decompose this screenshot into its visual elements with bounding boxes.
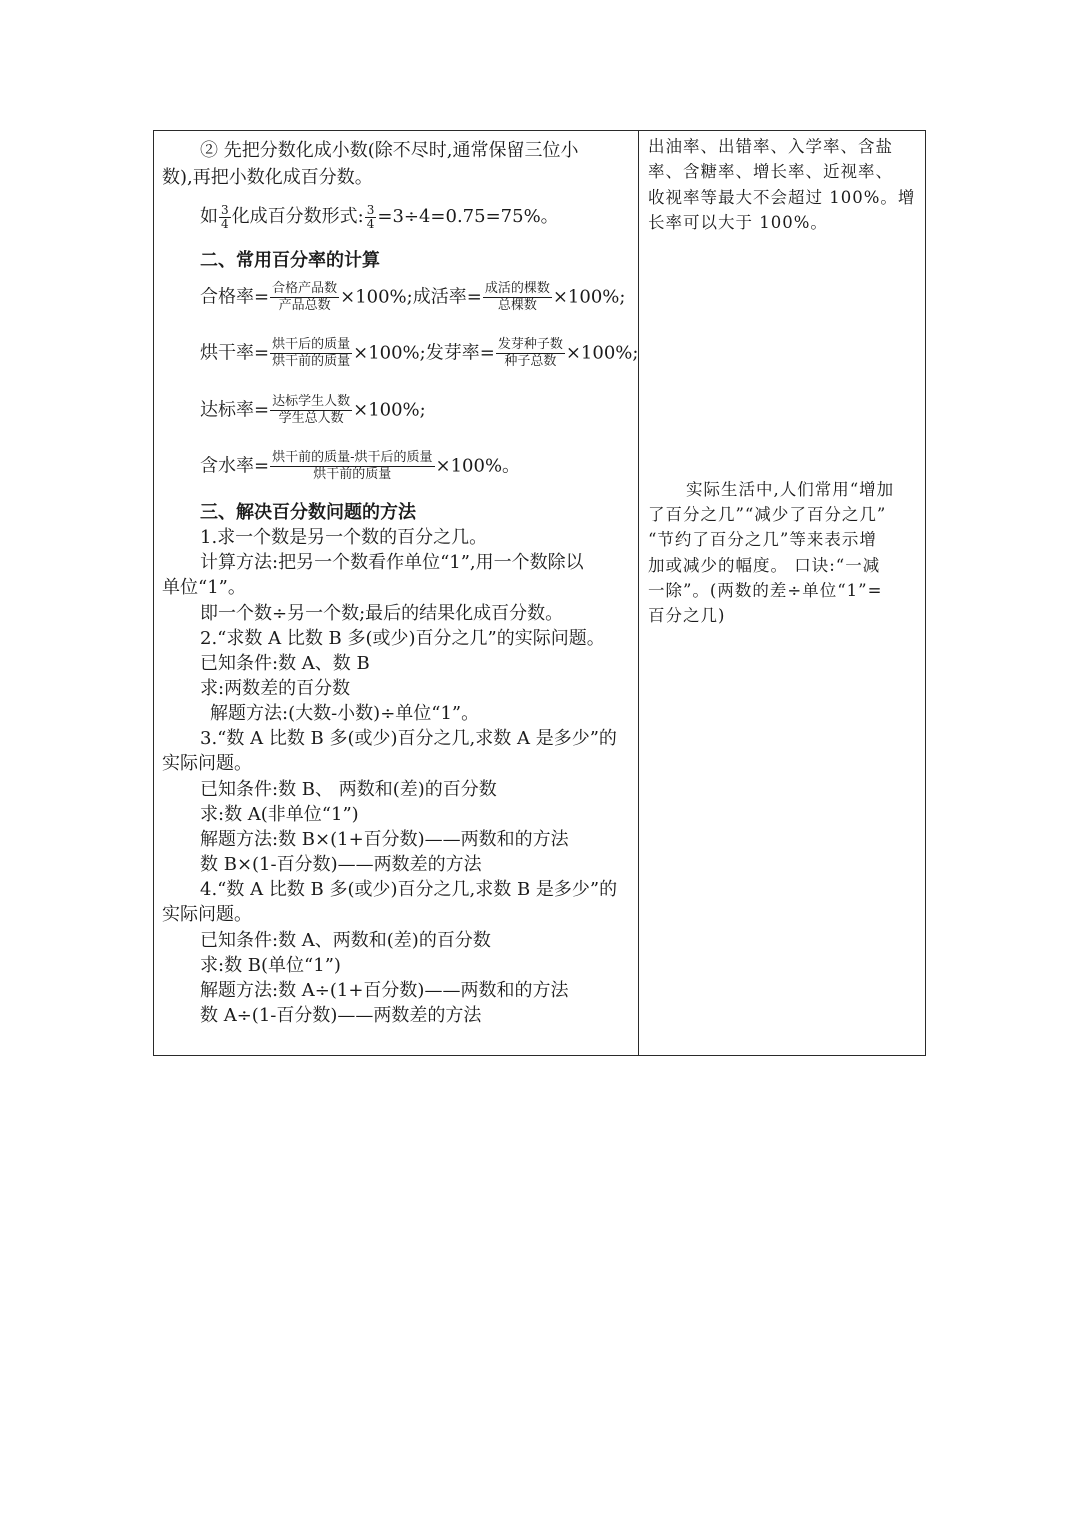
formula-line: 合格率= $\frac{\text{合格产品数}}{\text{产品总数}}$ ×100%;成活率= $\frac{\text{成活的棵数}}{\text{总棵数}}$ ×100%; bbox=[200, 281, 626, 313]
note-line: 一除”。(两数的差÷单位“1”= bbox=[648, 581, 883, 600]
text-line: 即一个数÷另一个数;最后的结果化成百分数。 bbox=[200, 603, 564, 624]
section-heading: 二、常用百分率的计算 bbox=[200, 250, 380, 271]
text-line: 3.“数 A 比数 B 多(或少)百分之几,求数 A 是多少”的 bbox=[200, 728, 617, 749]
fraction: $\frac{\text{烘干前的质量-烘干后的质量}}{\text{烘干前的质量}}$ bbox=[272, 450, 433, 482]
column-divider bbox=[638, 130, 639, 1056]
note-line: 实际生活中,人们常用“增加 bbox=[686, 480, 895, 499]
text-line: 数 A÷(1-百分数)——两数差的方法 bbox=[200, 1005, 482, 1026]
text-line: 已知条件:数 A、两数和(差)的百分数 bbox=[200, 930, 491, 951]
text-line: 实际问题。 bbox=[162, 904, 252, 925]
fraction: $\frac{\text{烘干后的质量}}{\text{烘干前的质量}}$ bbox=[272, 337, 351, 369]
text-line: 单位“1”。 bbox=[162, 577, 246, 598]
text-line: 求:两数差的百分数 bbox=[200, 678, 351, 699]
fraction: $\frac{3}{4}$ bbox=[221, 202, 229, 231]
example-line: 如 $\frac{3}{4}$ 化成百分数形式: $\frac{3}{4}$ =3÷4=0.75=75%。 bbox=[200, 202, 559, 231]
text-line: 计算方法:把另一个数看作单位“1”,用一个数除以 bbox=[200, 552, 584, 573]
text-line: 实际问题。 bbox=[162, 753, 252, 774]
note-line: “节约了百分之几”等来表示增 bbox=[648, 530, 877, 549]
text-line: 2.“求数 A 比数 B 多(或少)百分之几”的实际问题。 bbox=[200, 628, 605, 649]
text-line: 4.“数 A 比数 B 多(或少)百分之几,求数 B 是多少”的 bbox=[200, 879, 618, 900]
note-line: 率、含糖率、增长率、近视率、 bbox=[648, 162, 893, 181]
formula-line: 达标率= $\frac{\text{达标学生人数}}{\text{学生总人数}}$ ×100%; bbox=[200, 394, 426, 426]
text-line: 求:数 B(单位“1”) bbox=[200, 955, 341, 976]
note-line: 长率可以大于 100%。 bbox=[648, 213, 828, 232]
formula-line: 含水率= $\frac{\text{烘干前的质量-烘干后的质量}}{\text{烘干前的质量}}$ ×100%。 bbox=[200, 450, 521, 482]
section-heading: 三、解决百分数问题的方法 bbox=[200, 502, 416, 523]
fraction: $\frac{\text{发芽种子数}}{\text{种子总数}}$ bbox=[497, 337, 563, 369]
note-line: 出油率、出错率、入学率、含盐 bbox=[648, 137, 893, 156]
text-line: 求:数 A(非单位“1”) bbox=[200, 804, 359, 825]
text-line: 已知条件:数 A、数 B bbox=[200, 653, 370, 674]
note-line: 百分之几) bbox=[648, 606, 726, 625]
fraction: $\frac{\text{成活的棵数}}{\text{总棵数}}$ bbox=[484, 281, 550, 313]
formula-line: 烘干率= $\frac{\text{烘干后的质量}}{\text{烘干前的质量}}$ ×100%;发芽率= $\frac{\text{发芽种子数}}{\text{种子总数}}$ ×100%; bbox=[200, 337, 639, 369]
text-line: 解题方法:(大数-小数)÷单位“1”。 bbox=[210, 703, 480, 724]
text-line: 解题方法:数 B×(1+百分数)——两数和的方法 bbox=[200, 829, 569, 850]
text-line: 解题方法:数 A÷(1+百分数)——两数和的方法 bbox=[200, 980, 569, 1001]
paragraph-line: ② 先把分数化成小数(除不尽时,通常保留三位小 bbox=[200, 140, 579, 161]
text-line: 数 B×(1-百分数)——两数差的方法 bbox=[200, 854, 482, 875]
paragraph-line: 数),再把小数化成百分数。 bbox=[162, 167, 373, 188]
note-line: 收视率等最大不会超过 100%。增 bbox=[648, 188, 916, 207]
text-line: 已知条件:数 B、 两数和(差)的百分数 bbox=[200, 779, 497, 800]
note-line: 加或减少的幅度。 口诀:“一减 bbox=[648, 556, 881, 575]
fraction: $\frac{\text{合格产品数}}{\text{产品总数}}$ bbox=[272, 281, 338, 313]
note-line: 了百分之几”“减少了百分之几” bbox=[648, 505, 887, 524]
fraction: $\frac{\text{达标学生人数}}{\text{学生总人数}}$ bbox=[272, 394, 351, 426]
fraction: $\frac{3}{4}$ bbox=[366, 202, 375, 231]
text-line: 1.求一个数是另一个数的百分之几。 bbox=[200, 527, 488, 548]
